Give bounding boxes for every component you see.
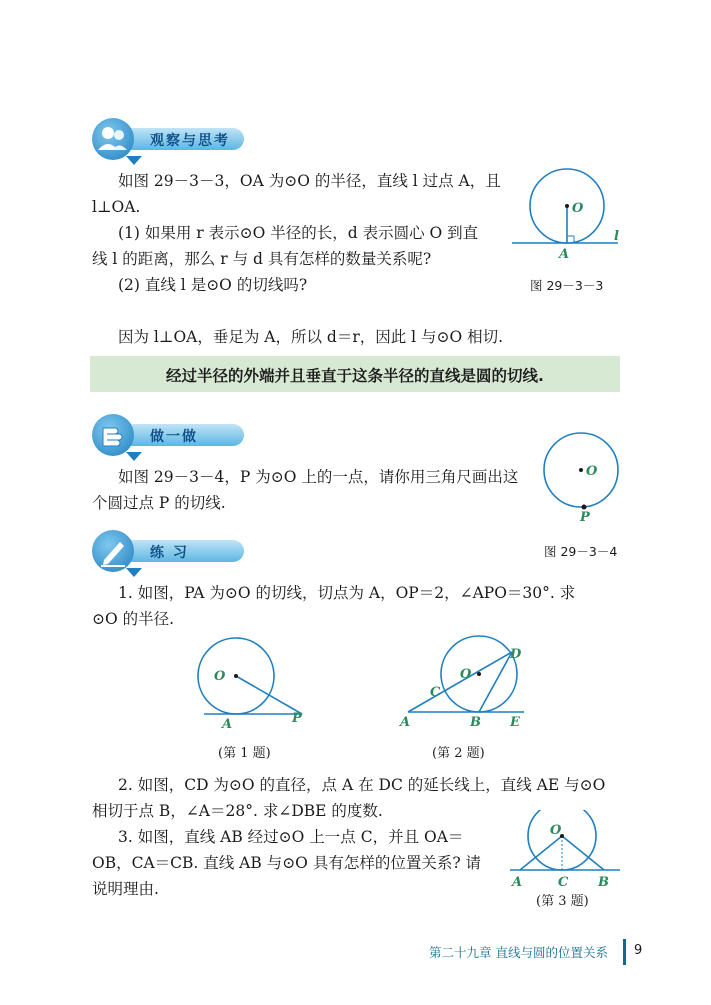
label-D: D xyxy=(510,647,522,662)
label-O: O xyxy=(586,464,598,479)
section-header-try xyxy=(92,414,244,456)
label-A: A xyxy=(512,875,523,890)
conclusion-text: 因为 l⊥OA，垂足为 A，所以 d＝r，因此 l 与⊙O 相切. xyxy=(118,328,504,346)
figure-caption: (第 2 题) xyxy=(432,746,485,761)
label-O: O xyxy=(572,201,584,216)
pencil-icon xyxy=(92,530,134,572)
label-A: A xyxy=(559,247,570,262)
section-header-observe xyxy=(92,118,244,160)
paragraph-line: (1) 如果用 r 表示⊙O 半径的长，d 表示圆心 O 到直 xyxy=(118,224,479,242)
section-title: 观察与思考 xyxy=(150,133,230,149)
section-title: 练 习 xyxy=(150,545,189,561)
section-header-practice xyxy=(92,530,244,572)
label-E: E xyxy=(510,715,520,730)
figure-q1 xyxy=(190,632,320,732)
figure-caption: 图 29－3－4 xyxy=(544,544,618,559)
label-O: O xyxy=(550,823,562,838)
label-O: O xyxy=(214,669,226,684)
figure-q3 xyxy=(506,810,624,892)
figure-q2 xyxy=(396,634,536,734)
footer-divider xyxy=(623,939,626,965)
question-1-cont: ⊙O 的半径. xyxy=(92,610,175,628)
page-number: 9 xyxy=(634,943,643,958)
figure-circle-point xyxy=(538,430,628,522)
paragraph-line: 如图 29－3－4，P 为⊙O 上的一点，请你用三角尺画出这 xyxy=(118,468,519,486)
figure-caption: (第 3 题) xyxy=(536,894,589,909)
paragraph-line: 线 l 的距离，那么 r 与 d 具有怎样的数量关系呢? xyxy=(92,250,432,268)
question-2-cont: 相切于点 B，∠A＝28°. 求∠DBE 的度数. xyxy=(92,802,383,820)
question-1: 1. 如图，PA 为⊙O 的切线，切点为 A，OP＝2，∠APO＝30°. 求 xyxy=(118,584,576,602)
label-C: C xyxy=(430,685,441,700)
figure-tangent-diagram xyxy=(508,164,628,264)
people-icon xyxy=(92,118,134,160)
label-C: C xyxy=(558,875,569,890)
label-O: O xyxy=(460,667,472,682)
hand-icon xyxy=(92,414,134,456)
theorem-box xyxy=(90,356,620,392)
label-P: P xyxy=(580,510,590,522)
paragraph-line: 如图 29－3－3，OA 为⊙O 的半径，直线 l 过点 A，且 xyxy=(118,172,501,190)
footer-chapter: 第二十九章 直线与圆的位置关系 xyxy=(429,945,608,960)
theorem-text: 经过半径的外端并且垂直于这条半径的直线是圆的切线. xyxy=(166,367,544,385)
paragraph-line: (2) 直线 l 是⊙O 的切线吗? xyxy=(118,276,308,294)
label-B: B xyxy=(470,715,481,730)
figure-caption: (第 1 题) xyxy=(218,746,271,761)
question-3-cont: 说明理由. xyxy=(92,880,159,898)
paragraph-line: 个圆过点 P 的切线. xyxy=(92,494,226,512)
section-title: 做一做 xyxy=(150,429,198,445)
label-A: A xyxy=(400,715,411,730)
figure-caption: 图 29－3－3 xyxy=(530,278,604,293)
question-3: 3. 如图，直线 AB 经过⊙O 上一点 C，并且 OA＝ xyxy=(118,828,464,846)
label-l: l xyxy=(614,229,619,244)
question-3-cont: OB，CA＝CB. 直线 AB 与⊙O 具有怎样的位置关系? 请 xyxy=(92,854,482,872)
label-P: P xyxy=(292,711,302,726)
question-2: 2. 如图，CD 为⊙O 的直径，点 A 在 DC 的延长线上，直线 AE 与⊙O xyxy=(118,776,606,794)
paragraph-line: l⊥OA. xyxy=(92,198,141,216)
label-A: A xyxy=(222,717,233,732)
label-B: B xyxy=(598,875,609,890)
